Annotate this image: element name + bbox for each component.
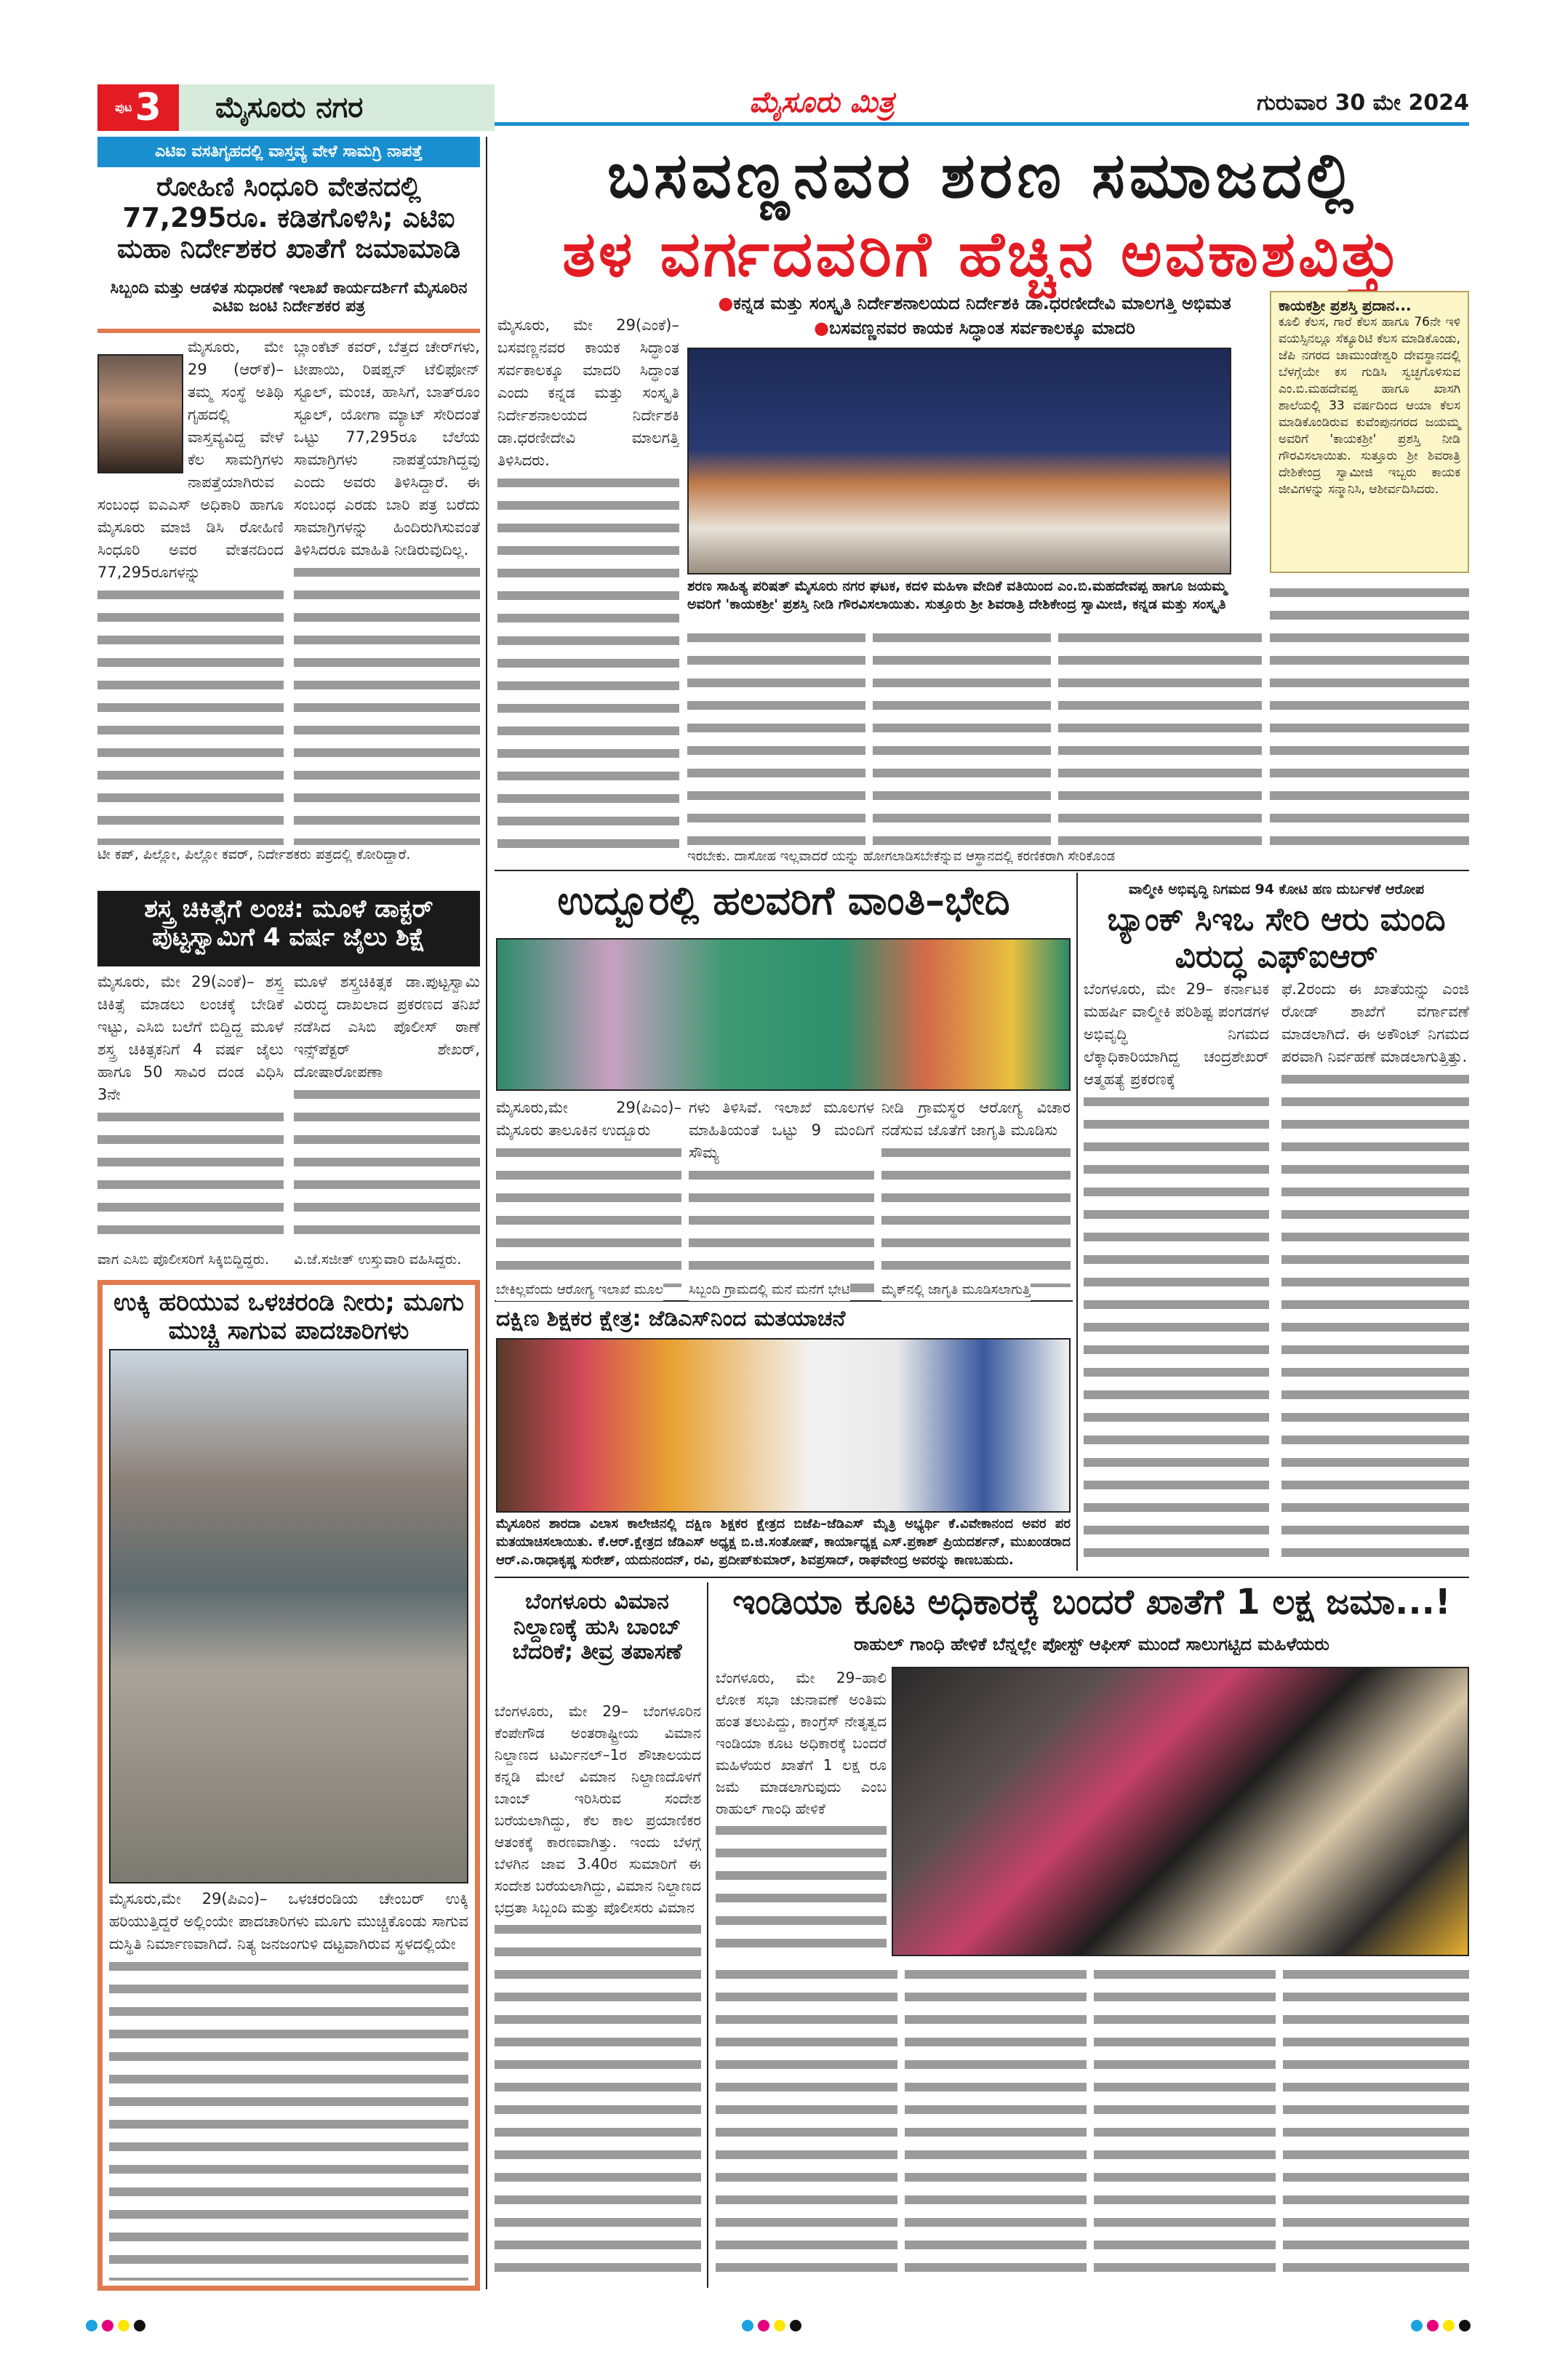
orange-rule bbox=[97, 329, 480, 333]
section-rule bbox=[495, 1577, 1469, 1578]
lead-headline-line1: ಬಸವಣ್ಣನವರ ಶರಣ ಸಮಾಜದಲ್ಲಿ bbox=[607, 140, 1359, 212]
airport-headline: ಬೆಂಗಳೂರು ವಿಮಾನ ನಿಲ್ದಾಣಕ್ಕೆ ಹುಸಿ ಬಾಂಬ್ ಬೆದರಿಕೆ; ತೀವ್ರ ತಪಾಸಣೆ bbox=[512, 1589, 682, 1665]
udbur-photo bbox=[496, 938, 1071, 1091]
lead-photo bbox=[687, 348, 1231, 575]
rohini-subhead: ಸಿಬ್ಬಂದಿ ಮತ್ತು ಆಡಳಿತ ಸುಧಾರಣೆ ಇಲಾಖೆ ಕಾರ್ಯದರ್ಶಿಗೆ ಮೈಸೂರಿನ ಎಟಿಐ ಜಂಟಿ ನಿರ್ದೇಶಕರ ಪತ್ರ bbox=[110, 279, 468, 316]
bank-headline: ಬ್ಯಾಂಕ್ ಸಿಇಒ ಸೇರಿ ಆರು ಮಂದಿ ವಿರುದ್ಧ ಎಫ್‌ಐಆರ್ bbox=[1107, 901, 1446, 975]
lead-body-col2 bbox=[687, 627, 865, 845]
lead-body-col4 bbox=[1058, 627, 1262, 845]
udbur-body-col1: ಮೈಸೂರು,ಮೇ 29(ಪಿಎಂ)– ಮೈಸೂರು ತಾಲೂಕಿನ ಉದ್ಬೂರು bbox=[496, 1097, 681, 1293]
lead-headline-line2: ತಳ ವರ್ಗದವರಿಗೆ ಹೆಚ್ಚಿನ ಅವಕಾಶವಿತ್ತು bbox=[562, 218, 1403, 291]
column-divider bbox=[486, 137, 487, 2289]
kayakashri-box bbox=[1270, 291, 1469, 573]
rohini-body-col2: ಬ್ಲಾಂಕೆಟ್ ಕವರ್, ಬೆತ್ತದ ಚೇರ್‌ಗಳು, ಟೀಪಾಯಿ, ರಿಷಪ್ಷನ್ ಟೆಲಿಫೋನ್ ಸ್ಟೂಲ್, ಮಂಚ, ಹಾಸಿಗೆ, ಬಾತ್‌ರೂಂ ಸ್ಟೂಲ್, ಯೋಗಾ ಮ್ಯಾಟ್ ಸೇರಿದಂತೆ ಒಟ್ಟು 77,295ರೂ ಬೆಲೆಯ ಸಾಮಾಗ್ರಿಗಳು ನಾಪತ್ತೆಯಾಗಿದ್ದವು ಎಂದು ಅವರು ತಿಳಿಸಿದ್ದಾರೆ. ಈ ಸಂಬಂಧ ಎರಡು ಬಾರಿ ಪತ್ರ ಬರೆದು ಸಾಮಾಗ್ರಿಗಳನ್ನು ಹಿಂದಿರುಗಿಸುವಂತೆ ತಿಳಿಸಿದರೂ ಮಾಹಿತಿ ನೀಡಿರುವುದಿಲ್ಲ. bbox=[294, 336, 480, 845]
udbur-body-col2: ಗಳು ತಿಳಿಸಿವೆ. ಇಲಾಖೆ ಮೂಲಗಳ ಮಾಹಿತಿಯಂತೆ ಒಟ್ಟು 9 ಮಂದಿಗೆ ಸೌಮ್ಯ bbox=[689, 1097, 874, 1293]
issue-date: ಗುರುವಾರ 30 ಮೇ 2024 bbox=[1257, 90, 1469, 116]
bullet-icon: ● bbox=[814, 318, 830, 338]
bribe-body-col1: ಮೈಸೂರು, ಮೇ 29(ಎಂಕೆ)– ಶಸ್ತ್ರ ಚಿಕಿತ್ಸೆ ಮಾಡಲು ಲಂಚಕ್ಕೆ ಬೇಡಿಕೆ ಇಟ್ಟು, ಎಸಿಬಿ ಬಲೆಗೆ ಬಿದ್ದಿದ್ದ ಮೂಳೆ ಶಸ್ತ್ರ ಚಿಕಿತ್ಸಕನಿಗೆ 4 ವರ್ಷ ಜೈಲು ಹಾಗೂ 50 ಸಾವಿರ ದಂಡ ವಿಧಿಸಿ 3ನೇ bbox=[97, 971, 284, 1247]
lead-bullets bbox=[687, 291, 1262, 340]
kayakashri-body: ಕೂಲಿ ಕೆಲಸ, ಗಾರೆ ಕೆಲಸ ಹಾಗೂ 76ನೇ ಇಳಿ ವಯಸ್ಸಿನಲ್ಲೂ ಸೆಕ್ಯೂರಿಟಿ ಕೆಲಸ ಮಾಡಿಕೊಂಡು, ಜೆಪಿ ನಗರದ ಚಾಮುಂಡೇಶ್ವರಿ ದೇವಸ್ಥಾನದಲ್ಲಿ ಬೆಳಗ್ಗೆಯೇ ಕಸ ಗುಡಿಸಿ ಸ್ವಚ್ಛಗೊಳಿಸುವ ಎಂ.ಬಿ.ಮಹದೇವಪ್ಪ ಹಾಗೂ ಖಾಸಗಿ ಶಾಲೆಯಲ್ಲಿ 33 ವರ್ಷದಿಂದ ಆಯಾ ಕೆಲಸ ಮಾಡಿಕೊಂಡಿರುವ ಕುವೆಂಪುನಗರದ ಜಯಮ್ಮ ಅವರಿಗೆ 'ಕಾಯಕಶ್ರೀ' ಪ್ರಶಸ್ತಿ ನೀಡಿ ಗೌರವಿಸಲಾಯಿತು. ಸುತ್ತೂರು ಶ್ರೀ ಶಿವರಾತ್ರಿ ದೇಶಿಕೇಂದ್ರ ಸ್ವಾಮೀಜಿ ಇಬ್ಬರು ಕಾಯಕ ಜೀವಿಗಳನ್ನು ಸನ್ಮಾನಿಸಿ, ಆಶೀರ್ವದಿಸಿದರು. bbox=[1279, 315, 1460, 497]
lead-body-col5 bbox=[1270, 582, 1469, 845]
drain-photo bbox=[109, 1349, 468, 1883]
bank-body-col2: ಫೆ.2ರಂದು ಈ ಖಾತೆಯನ್ನು ಎಂಜಿ ರೋಡ್ ಶಾಖೆಗೆ ವರ್ಗಾವಣೆ ಮಾಡಲಾಗಿದೆ. ಈ ಅಕೌಂಟ್ ನಿಗಮದ ಪರವಾಗಿ ನಿರ್ವಹಣೆ ಮಾಡಲಾಗುತ್ತಿತ್ತು. bbox=[1281, 978, 1469, 1571]
airport-body: ಬೆಂಗಳೂರು, ಮೇ 29– ಬೆಂಗಳೂರಿನ ಕೆಂಪೇಗೌಡ ಅಂತರಾಷ್ಟ್ರೀಯ ವಿಮಾನ ನಿಲ್ದಾಣದ ಟರ್ಮಿನಲ್–1ರ ಶೌಚಾಲಯದ ಕನ್ನಡಿ ಮೇಲೆ ವಿಮಾನ ನಿಲ್ದಾಣದೊಳಗೆ ಬಾಂಬ್ ಇರಿಸಿರುವ ಸಂದೇಶ ಬರೆಯಲಾಗಿದ್ದು, ಕೆಲ ಕಾಲ ಪ್ರಯಾಣಿಕರ ಆತಂಕಕ್ಕೆ ಕಾರಣವಾಗಿತ್ತು. ಇಂದು ಬೆಳಗ್ಗೆ ಬೆಳಗಿನ ಜಾವ 3.40ರ ಸುಮಾರಿಗೆ ಈ ಸಂದೇಶ ಬರೆಯಲಾಗಿದ್ದು, ವಿಮಾನ ನಿಲ್ದಾಣದ ಭದ್ರತಾ ಸಿಬ್ಬಂದಿ ಮತ್ತು ಪೊಲೀಸರು ವಿಮಾನ bbox=[495, 1700, 701, 2282]
section-rule bbox=[495, 870, 1469, 871]
registration-marks-right bbox=[1411, 2320, 1475, 2334]
india-body-col1: ಬೆಂಗಳೂರು, ಮೇ 29–ಹಾಲಿ ಲೋಕ ಸಭಾ ಚುನಾವಣೆ ಅಂತಿಮ ಹಂತ ತಲುಪಿದ್ದು, ಕಾಂಗ್ರೆಸ್ ನೇತೃತ್ವದ ಇಂಡಿಯಾ ಕೂಟ ಅಧಿಕಾರಕ್ಕೆ ಬಂದರೆ ಮಹಿಳೆಯರ ಖಾತೆಗೆ 1 ಲಕ್ಷ ರೂ ಜಮೆ ಮಾಡಲಾಗುವುದು ಎಂಬ ರಾಹುಲ್ ಗಾಂಧಿ ಹೇಳಿಕೆ bbox=[716, 1667, 887, 1958]
drain-headline: ಉಕ್ಕಿ ಹರಿಯುವ ಒಳಚರಂಡಿ ನೀರು; ಮೂಗು ಮುಚ್ಚಿ ಸಾಗುವ ಪಾದಚಾರಿಗಳು bbox=[113, 1288, 464, 1346]
kayakashri-title: ಕಾಯಕಶ್ರೀ ಪ್ರಶಸ್ತಿ ಪ್ರದಾನ... bbox=[1279, 297, 1412, 314]
jds-headline: ದಕ್ಷಿಣ ಶಿಕ್ಷಕರ ಕ್ಷೇತ್ರ: ಜೆಡಿಎಸ್‌ನಿಂದ ಮತಯಾಚನೆ bbox=[496, 1306, 846, 1332]
bribe-body-col2: ಮೂಳೆ ಶಸ್ತ್ರಚಿಕಿತ್ಸಕ ಡಾ.ಪುಟ್ಟಸ್ವಾಮಿ ವಿರುದ್ಧ ದಾಖಲಾದ ಪ್ರಕರಣದ ತನಿಖೆ ನಡೆಸಿದ ಎಸಿಬಿ ಪೊಲೀಸ್ ಠಾಣೆ ಇನ್ಸ್‌ಪೆಕ್ಟರ್ ಶೇಖರ್, ದೋಷಾರೋಪಣಾ bbox=[294, 971, 480, 1247]
udbur-headline: ಉದ್ಬೂರಲ್ಲಿ ಹಲವರಿಗೆ ವಾಂತಿ–ಭೇದಿ bbox=[557, 878, 1010, 924]
lead-bullet-2: ಬಸವಣ್ಣನವರ ಕಾಯಕ ಸಿದ್ಧಾಂತ ಸರ್ವಕಾಲಕ್ಕೂ ಮಾದರಿ bbox=[829, 318, 1135, 338]
udbur-body-end: ಬೇಕಿಲ್ಲವೆಂದು ಆರೋಗ್ಯ ಇಲಾಖೆ ಮೂಲ bbox=[496, 1278, 663, 1301]
page-number: 3 bbox=[135, 86, 161, 129]
registration-marks-left bbox=[86, 2320, 150, 2334]
india-body-col5 bbox=[1283, 1963, 1469, 2283]
rohini-body-end: ಟೀ ಕಪ್, ಪಿಲ್ಲೋ, ಪಿಲ್ಲೋ ಕವರ್, ನಿರ್ದೇಶಕರು ಪತ್ರದಲ್ಲಿ ಕೋರಿದ್ದಾರೆ. bbox=[97, 846, 411, 862]
bribe-end-1: ವಾಗ ಎಸಿಬಿ ಪೊಲೀಸರಿಗೆ ಸಿಕ್ಕಿಬಿದ್ದಿದ್ದರು. bbox=[97, 1252, 270, 1268]
udbur-body-col3: ನೀಡಿ ಗ್ರಾಮಸ್ಥರ ಆರೋಗ್ಯ ವಿಚಾರ ನಡೆಸುವ ಜೊತೆಗೆ ಜಾಗೃತಿ ಮೂಡಿಸು bbox=[881, 1097, 1071, 1293]
rohini-headline: ರೋಹಿಣಿ ಸಿಂಧೂರಿ ವೇತನದಲ್ಲಿ 77,295ರೂ. ಕಡಿತಗೊಳಿಸಿ; ಎಟಿಐ ಮಹಾ ನಿರ್ದೇಶಕರ ಖಾತೆಗೆ ಜಮಾಮಾಡಿ bbox=[116, 171, 461, 265]
newspaper-logo: ಮೈಸೂರು ಮಿತ್ರ bbox=[749, 86, 895, 119]
lead-body-col3 bbox=[873, 627, 1051, 845]
udbur-body-end: ಸಿಬ್ಬಂದಿ ಗ್ರಾಮದಲ್ಲಿ ಮನೆ ಮನೆಗೆ ಭೇಟಿ bbox=[689, 1278, 850, 1301]
registration-marks-center bbox=[742, 2320, 806, 2334]
jds-photo-caption: ಮೈಸೂರಿನ ಶಾರದಾ ವಿಲಾಸ ಕಾಲೇಜಿನಲ್ಲಿ ದಕ್ಷಿಣ ಶಿಕ್ಷಕರ ಕ್ಷೇತ್ರದ ಬಿಜೆಪಿ–ಜೆಡಿಎಸ್ ಮೈತ್ರಿ ಅಭ್ಯರ್ಥಿ ಕೆ.ವಿವೇಕಾನಂದ ಅವರ ಪರ ಮತಯಾಚಿಸಲಾಯಿತು. ಕೆ.ಆರ್.ಕ್ಷೇತ್ರದ ಜೆಡಿಎಸ್ ಅಧ್ಯಕ್ಷ ಬಿ.ಜಿ.ಸಂತೋಷ್, ಕಾರ್ಯಾಧ್ಯಕ್ಷ ಎಸ್.ಪ್ರಕಾಶ್ ಪ್ರಿಯದರ್ಶನ್, ಮುಖಂಡರಾದ ಆರ್.ಎ.ರಾಧಾಕೃಷ್ಣ ಸುರೇಶ್, ಯದುನಂದನ್, ರವಿ, ಪ್ರದೀಪ್‌ಕುಮಾರ್, ಶಿವಪ್ರಸಾದ್, ರಾಘವೇಂದ್ರ ಅವರನ್ನು ಕಾಣಬಹುದು. bbox=[496, 1516, 1071, 1568]
india-headline: ಇಂಡಿಯಾ ಕೂಟ ಅಧಿಕಾರಕ್ಕೆ ಬಂದರೆ ಖಾತೆಗೆ 1 ಲಕ್ಷ ಜಮಾ...! bbox=[732, 1582, 1451, 1622]
bribe-end-2: ವಿ.ಜೆ.ಸಜೀತ್ ಉಸ್ತುವಾರಿ ವಹಿಸಿದ್ದರು. bbox=[294, 1252, 462, 1268]
india-body-col4 bbox=[1094, 1963, 1276, 2283]
section-title: ಮೈಸೂರು ನಗರ bbox=[179, 84, 495, 131]
bank-body-col1: ಬೆಂಗಳೂರು, ಮೇ 29– ಕರ್ನಾಟಕ ಮಹರ್ಷಿ ವಾಲ್ಮೀಕಿ ಪರಿಶಿಷ್ಟ ಪಂಗಡಗಳ ಅಭಿವೃದ್ಧಿ ನಿಗಮದ ಲೆಕ್ಕಾಧಿಕಾರಿಯಾಗಿದ್ದ ಚಂದ್ರಶೇಖರ್ ಆತ್ಮಹತ್ಯೆ ಪ್ರಕರಣಕ್ಕೆ bbox=[1084, 978, 1269, 1571]
lead-body-end: ಇರಬೇಕು. ದಾಸೋಹ ಇಲ್ಲವಾದರೆ ಯನ್ನು ಹೋಗಲಾಡಿಸಬೇಕೆನ್ನುವ ಆಸ್ಥಾನದಲ್ಲಿ ಕರಣಿಕರಾಗಿ ಸೇರಿಕೊಂಡ bbox=[687, 849, 1116, 864]
india-photo bbox=[892, 1667, 1469, 1956]
page-label: ಪುಟ bbox=[115, 100, 132, 114]
bribe-headline: ಶಸ್ತ್ರ ಚಿಕಿತ್ಸೆಗೆ ಲಂಚ: ಮೂಳೆ ಡಾಕ್ಟರ್ ಪುಟ್ಟಸ್ವಾಮಿಗೆ 4 ವರ್ಷ ಜೈಲು ಶಿಕ್ಷೆ bbox=[97, 891, 480, 966]
bank-kicker: ವಾಲ್ಮೀಕಿ ಅಭಿವೃದ್ಧಿ ನಿಗಮದ 94 ಕೋಟಿ ಹಣ ದುರ್ಬಳಕೆ ಆರೋಪ bbox=[1128, 881, 1425, 897]
lead-bullet-1: ಕನ್ನಡ ಮತ್ತು ಸಂಸ್ಕೃತಿ ನಿರ್ದೇಶನಾಲಯದ ನಿರ್ದೇಶಕಿ ಡಾ.ಧರಣೀದೇವಿ ಮಾಲಗತ್ತಿ ಅಭಿಮತ bbox=[733, 293, 1231, 313]
india-body-col3 bbox=[905, 1963, 1087, 2283]
rohini-kicker: ಎಟಿಐ ವಸತಿಗೃಹದಲ್ಲಿ ವಾಸ್ತವ್ಯ ವೇಳೆ ಸಾಮಗ್ರಿ ನಾಪತ್ತೆ bbox=[97, 137, 480, 167]
masthead-rule bbox=[495, 122, 1469, 126]
column-divider bbox=[707, 1582, 708, 2288]
lead-body-col1: ಮೈಸೂರು, ಮೇ 29(ಎಂಕೆ)– ಬಸವಣ್ಣನವರ ಕಾಯಕ ಸಿದ್ಧಾಂತ ಸರ್ವಕಾಲಕ್ಕೂ ಮಾದರಿ ಸಿದ್ಧಾಂತ ಎಂದು ಕನ್ನಡ ಮತ್ತು ಸಂಸ್ಕೃತಿ ನಿರ್ದೇಶನಾಲಯದ ನಿರ್ದೇಶಕಿ ಡಾ.ಧರಣೀದೇವಿ ಮಾಲಗತ್ತಿ ತಿಳಿಸಿದರು. bbox=[497, 314, 679, 860]
india-body-col2 bbox=[716, 1963, 897, 2283]
udbur-body-end: ಮೈಕ್‌ನಲ್ಲಿ ಜಾಗೃತಿ ಮೂಡಿಸಲಾಗುತ್ತಿ bbox=[881, 1278, 1031, 1301]
india-subhead: ರಾಹುಲ್ ಗಾಂಧಿ ಹೇಳಿಕೆ ಬೆನ್ನಲ್ಲೇ ಪೋಸ್ಟ್ ಆಫೀಸ್ ಮುಂದೆ ಸಾಲುಗಟ್ಟಿದ ಮಹಿಳೆಯರು bbox=[854, 1634, 1329, 1654]
lead-photo-caption: ಶರಣ ಸಾಹಿತ್ಯ ಪರಿಷತ್ ಮೈಸೂರು ನಗರ ಘಟಕ, ಕದಳಿ ಮಹಿಳಾ ವೇದಿಕೆ ವತಿಯಿಂದ ಎಂ.ಬಿ.ಮಹದೇವಪ್ಪ ಹಾಗೂ ಜಯಮ್ಮ ಅವರಿಗೆ 'ಕಾಯಕಶ್ರೀ' ಪ್ರಶಸ್ತಿ ನೀಡಿ ಗೌರವಿಸಲಾಯಿತು. ಸುತ್ತೂರು ಶ್ರೀ ಶಿವರಾತ್ರಿ ದೇಶಿಕೇಂದ್ರ ಸ್ವಾಮೀಜಿ, ಕನ್ನಡ ಮತ್ತು ಸಂಸ್ಕೃತಿ bbox=[687, 578, 1227, 612]
drain-body: ಮೈಸೂರು,ಮೇ 29(ಪಿಎಂ)– ಒಳಚರಂಡಿಯ ಚೇಂಬರ್ ಉಕ್ಕಿ ಹರಿಯುತ್ತಿದ್ದರೆ ಅಲ್ಲಿಂಯೇ ಪಾದಚಾರಿಗಳು ಮೂಗು ಮುಚ್ಚಿಕೊಂಡು ಸಾಗುವ ದುಸ್ಥಿತಿ ನಿರ್ಮಾಣವಾಗಿದೆ. ನಿತ್ಯ ಜನಜಂಗುಳಿ ದಟ್ಟವಾಗಿರುವ ಸ್ಥಳದಲ್ಲಿಯೇ bbox=[109, 1888, 468, 2281]
rohini-body-col1: ಮೈಸೂರು, ಮೇ 29 (ಆರ್‌ಕೆ)–ತಮ್ಮ ಸಂಸ್ಥೆ ಅತಿಥಿ ಗೃಹದಲ್ಲಿ ವಾಸ್ತವ್ಯವಿದ್ದ ವೇಳೆ ಕೆಲ ಸಾಮಗ್ರಿಗಳು ನಾಪತ್ತೆಯಾಗಿರುವ ಸಂಬಂಧ ಐಎಎಸ್ ಅಧಿಕಾರಿ ಹಾಗೂ ಮೈಸೂರು ಮಾಜಿ ಡಿಸಿ ರೋಹಿಣಿ ಸಿಂಧೂರಿ ಅವರ ವೇತನದಿಂದ 77,295ರೂಗಳನ್ನು bbox=[97, 336, 284, 845]
jds-photo bbox=[496, 1338, 1071, 1513]
bullet-icon: ● bbox=[718, 293, 734, 313]
column-divider bbox=[1076, 873, 1078, 1571]
page-number-badge bbox=[97, 84, 179, 131]
